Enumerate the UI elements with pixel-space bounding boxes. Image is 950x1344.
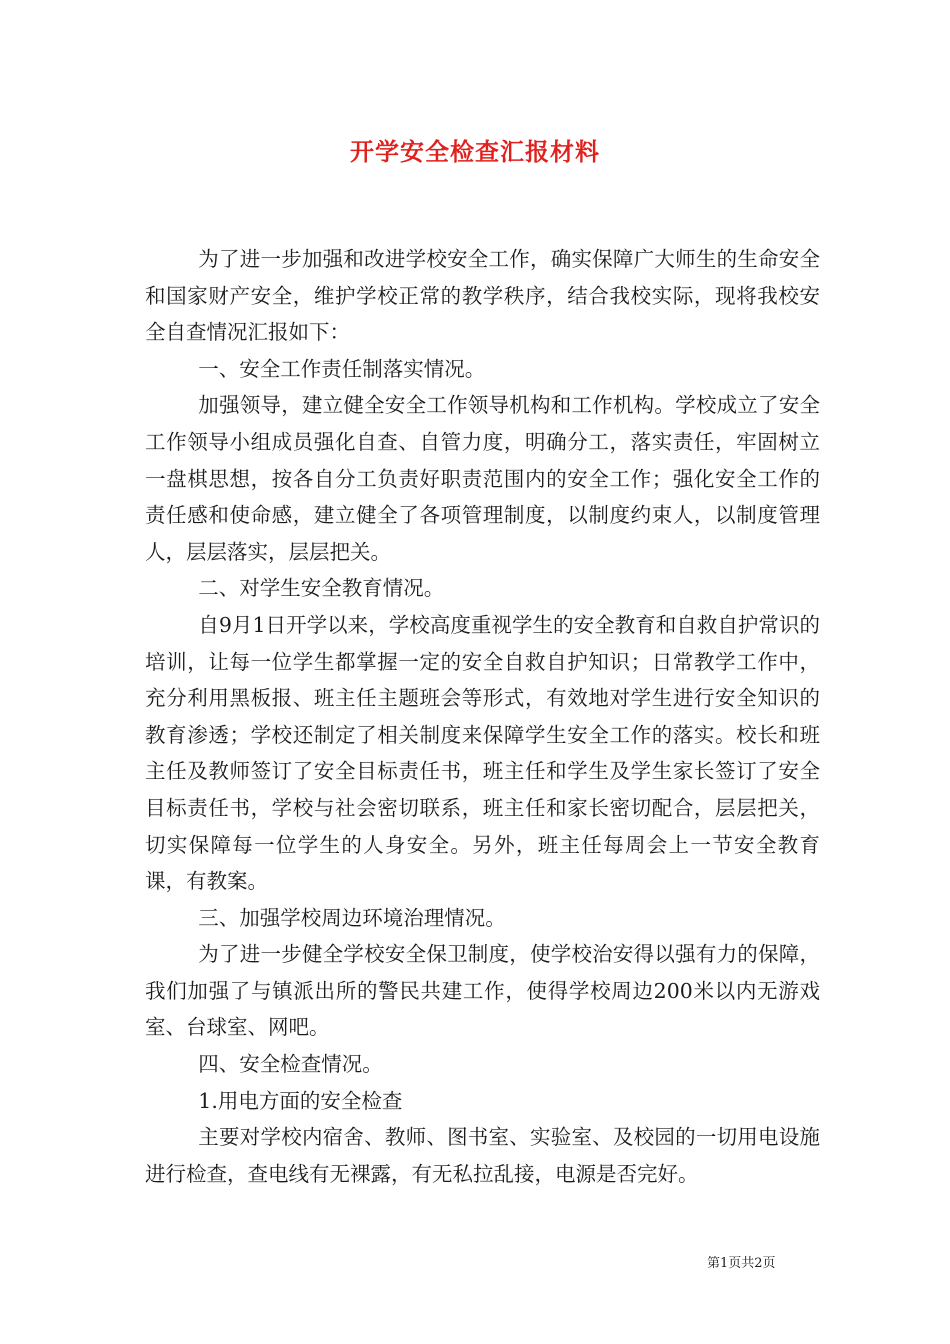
paragraph-section-1: 加强领导，建立健全安全工作领导机构和工作机构。学校成立了安全工作领导小组成员强化自查、自管力度，明确分工，落实责任，牢固树立一盘棋思想，按各自分工负责好职责范围内的安全工作；强化安全工作的责任感和使命感，建立健全了各项管理制度，以制度约束人，以制度管理人，层层落实，层层把关。 [145, 393, 820, 564]
subsection-heading-4-1: 1.用电方面的安全检查 [198, 1088, 403, 1113]
section-heading-1: 一、安全工作责任制落实情况。 [198, 356, 486, 381]
paragraph-section-3: 为了进一步健全学校安全保卫制度，使学校治安得以强有力的保障，我们加强了与镇派出所的警民共建工作，使得学校周边200米以内无游戏室、台球室、网吧。 [145, 942, 820, 1040]
page-number-footer: 第1页共2页 [707, 1256, 776, 1271]
section-heading-2: 二、对学生安全教育情况。 [198, 576, 445, 601]
document-title: 开学安全检查汇报材料 [350, 137, 600, 166]
section-heading-4: 四、安全检查情况。 [198, 1052, 383, 1077]
paragraph-intro: 为了进一步加强和改进学校安全工作，确实保障广大师生的生命安全和国家财产安全，维护学校正常的教学秩序，结合我校实际，现将我校安全自查情况汇报如下： [145, 247, 820, 345]
document-body [145, 241, 820, 1192]
section-heading-3: 三、加强学校周边环境治理情况。 [198, 905, 506, 930]
paragraph-section-4-1: 主要对学校内宿舍、教师、图书室、实验室、及校园的一切用电设施进行检查，查电线有无裸露，有无私拉乱接，电源是否完好。 [145, 1125, 820, 1186]
paragraph-section-2: 自9月1日开学以来，学校高度重视学生的安全教育和自救自护常识的培训，让每一位学生都掌握一定的安全自救自护知识；日常教学工作中，充分利用黑板报、班主任主题班会等形式，有效地对学生进行安全知识的教育渗透；学校还制定了相关制度来保障学生安全工作的落实。校长和班主任及教师签订了安全目标责任书，班主任和学生及学生家长签订了安全目标责任书，学校与社会密切联系，班主任和家长密切配合，层层把关，切实保障每一位学生的人身安全。另外，班主任每周会上一节安全教育课，有教案。 [145, 612, 820, 894]
